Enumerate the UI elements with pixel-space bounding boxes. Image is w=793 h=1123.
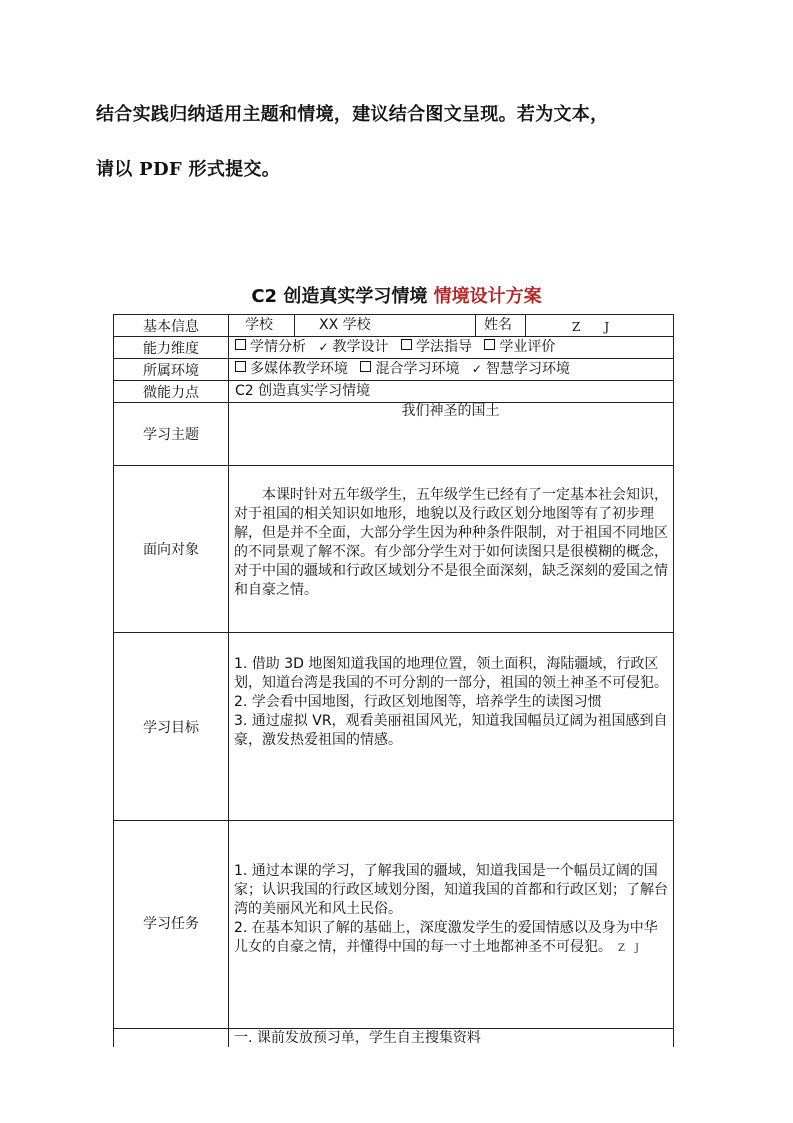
micro-label: 微能力点 xyxy=(143,385,199,401)
title-main: C2 创造真实学习情境 xyxy=(251,286,428,307)
environment-label: 所属环境 xyxy=(143,363,199,379)
tasks-mark: Z J xyxy=(618,943,639,954)
ability-option-1[interactable]: 学情分析 xyxy=(235,339,306,355)
ability-option-3[interactable]: 学法指导 xyxy=(401,339,472,355)
title-accent: 情境设计方案 xyxy=(433,286,542,307)
checkbox-empty-icon xyxy=(401,339,412,350)
prep-text: 一. 课前发放预习单，学生自主搜集资料 xyxy=(234,1030,481,1046)
theme-value: 我们神圣的国土 xyxy=(401,403,500,419)
checkbox-empty-icon xyxy=(235,361,246,372)
intro-line-2: 请以 PDF 形式提交。 xyxy=(96,159,281,180)
goal-item: 3. 通过虚拟 VR，观看美丽祖国风光，知道我国幅员辽阔为祖国感到自豪，激发热爱祖国的情感。 xyxy=(234,713,668,748)
ability-options xyxy=(235,338,555,356)
ability-label: 能力维度 xyxy=(143,341,199,357)
checkmark-icon: ✓ xyxy=(318,340,329,354)
tasks-list xyxy=(234,862,670,958)
goals-list xyxy=(234,655,670,750)
task-item: 1. 通过本课的学习，了解我国的疆域，知道我国是一个幅员辽阔的国家；认识我国的行政区域划分图，知道我国的首都和行政区划；了解台湾的美丽风光和风土民俗。 xyxy=(234,863,668,917)
environment-option-3[interactable]: ✓ 智慧学习环境 xyxy=(471,361,570,377)
audience-text: 本课时针对五年级学生，五年级学生已经有了一定基本社会知识，对于祖国的相关知识如地形，地貌以及行政区划分地图等有了初步理解，但是并不全面，大部分学生因为种种条件限制，对于祖国不同地区的不同景观了解不深。有少部分学生对于如何读图只是很模糊的概念，对于中国的疆域和行政区域划分不是很全面深刻，缺乏深刻的爱国之情和自豪之情。 xyxy=(234,487,668,598)
audience-label: 面向对象 xyxy=(143,542,199,558)
tasks-label: 学习任务 xyxy=(143,916,199,932)
checkmark-icon: ✓ xyxy=(471,362,482,376)
ability-option-4[interactable]: 学业评价 xyxy=(484,339,555,355)
school-label: 学校 xyxy=(245,317,273,333)
name-value: Z J xyxy=(572,320,610,334)
goal-item: 1. 借助 3D 地图知道我国的地理位置，领土面积，海陆疆域，行政区划，知道台湾是我国的不可分割的一部分，祖国的领土神圣不可侵犯。 xyxy=(234,656,668,691)
checkbox-empty-icon xyxy=(360,361,371,372)
ability-option-2[interactable]: ✓ 教学设计 xyxy=(318,339,389,355)
environment-options xyxy=(235,360,570,378)
task-item: 2. 在基本知识了解的基础上，深度激发学生的爱国情感以及身为中华儿女的自豪之情，并懂得中国的每一寸土地都神圣不可侵犯。 Z J xyxy=(234,920,658,955)
goal-item: 2. 学会看中国地图，行政区划地图等，培养学生的读图习惯 xyxy=(234,694,602,710)
goals-label: 学习目标 xyxy=(143,720,199,736)
checkbox-empty-icon xyxy=(235,339,246,350)
micro-value: C2 创造真实学习情境 xyxy=(235,383,371,399)
school-value: XX 学校 xyxy=(319,317,371,333)
name-label: 姓名 xyxy=(484,317,512,333)
environment-option-1[interactable]: 多媒体教学环境 xyxy=(235,361,348,377)
intro-line-1: 结合实践归纳适用主题和情境，建议结合图文呈现。若为文本， xyxy=(96,104,609,125)
environment-option-2[interactable]: 混合学习环境 xyxy=(360,361,459,377)
theme-label: 学习主题 xyxy=(143,427,199,443)
basic-info-label: 基本信息 xyxy=(143,319,199,335)
checkbox-empty-icon xyxy=(484,339,495,350)
